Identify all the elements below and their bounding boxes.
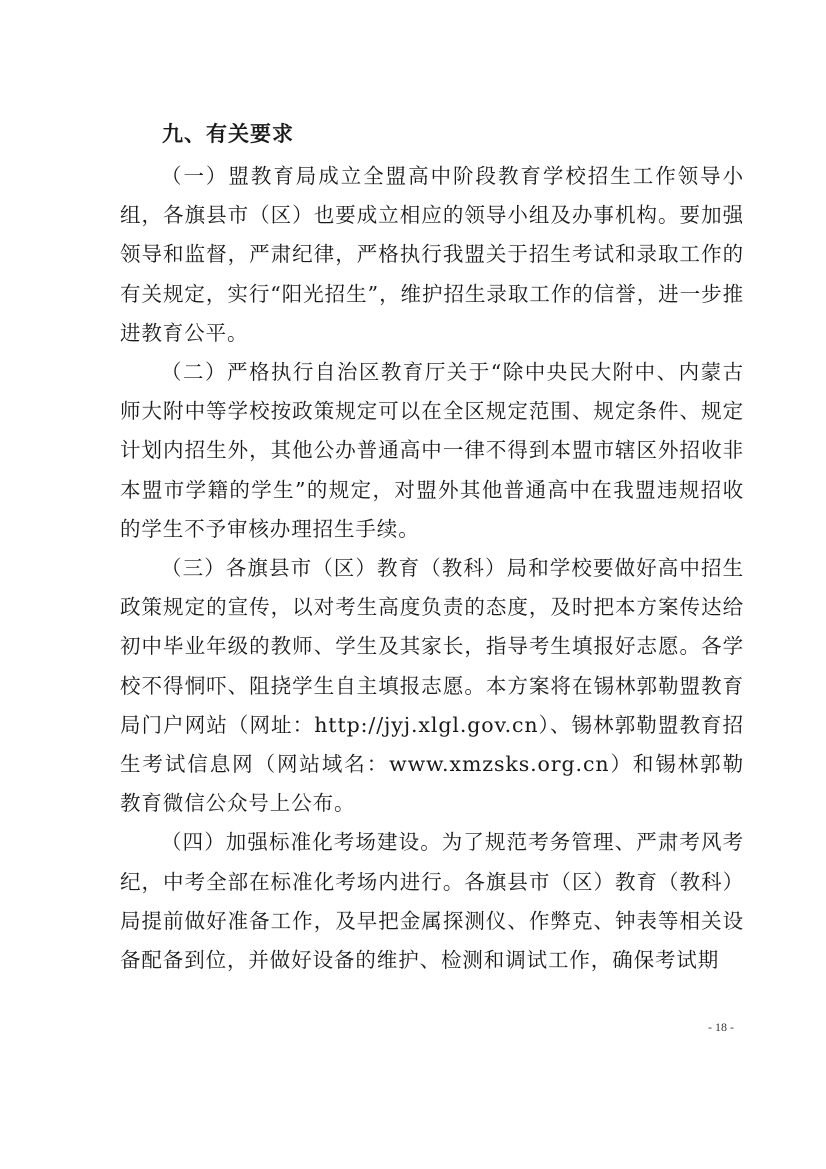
- paragraph-2: （二）严格执行自治区教育厅关于“除中央民大附中、内蒙古师大附中等学校按政策规定可以在全区规定范围、规定条件、规定计划内招生外，其他公办普通高中一律不得到本盟市辖区外招收非本盟市学籍的学生”的规定，对盟外其他普通高中在我盟违规招收的学生不予审核办理招生手续。: [120, 360, 744, 541]
- section-heading: 九、有关要求: [162, 121, 294, 146]
- paragraph-1: （一）盟教育局成立全盟高中阶段教育学校招生工作领导小组，各旗县市（区）也要成立相应的领导小组及办事机构。要加强领导和监督，严肃纪律，严格执行我盟关于招生考试和录取工作的有关规定，实行“阳光招生”，维护招生录取工作的信誉，进一步推进教育公平。: [120, 164, 744, 345]
- paragraph-4: （四）加强标准化考场建设。为了规范考务管理、严肃考风考纪，中考全部在标准化考场内进行。各旗县市（区）教育（教科）局提前做好准备工作，及早把金属探测仪、作弊克、钟表等相关设备配备到位，并做好设备的维护、检测和调试工作，确保考试期: [120, 830, 744, 973]
- body-text: [120, 157, 744, 980]
- paragraph-3: （三）各旗县市（区）教育（教科）局和学校要做好高中招生政策规定的宣传，以对考生高度负责的态度，及时把本方案传达给初中毕业年级的教师、学生及其家长，指导考生填报好志愿。各学校不得恫吓、阻挠学生自主填报志愿。本方案将在锡林郭勒盟教育局门户网站（网址：http://jyj.xlgl.gov.cn）、锡林郭勒盟教育招生考试信息网（网站域名：www.xmzsks.org.cn）和锡林郭勒教育微信公众号上公布。: [120, 556, 744, 816]
- page-number: - 18 -: [708, 1020, 734, 1034]
